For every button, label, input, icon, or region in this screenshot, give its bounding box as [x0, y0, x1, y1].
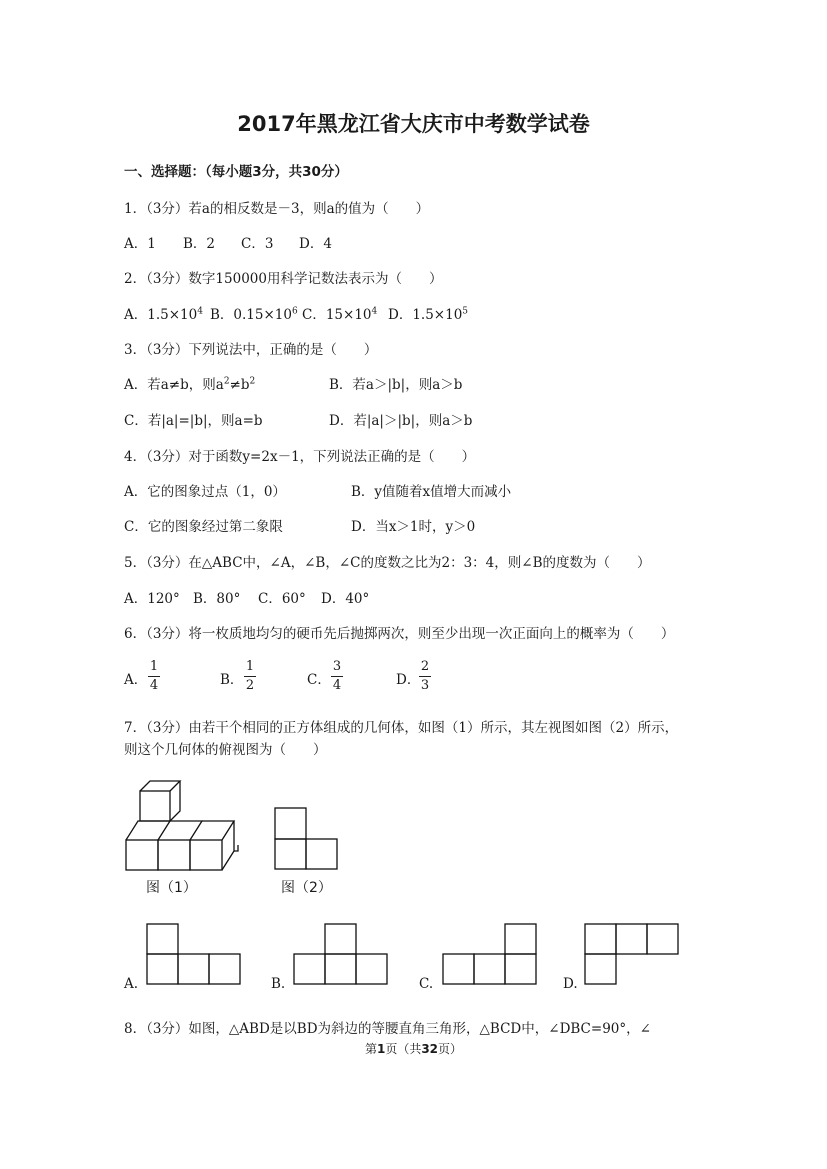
q6-option-b-label: B． — [220, 672, 244, 688]
question-7-stem-line1: 7．（3分）由若干个相同的正方体组成的几何体，如图（1）所示，其左视图如图（2）所示， — [124, 720, 679, 736]
q7-option-b-view — [292, 922, 390, 986]
q7-option-c-view — [441, 922, 539, 986]
q2-option-b: B．$0.15\times 10^6$ — [210, 306, 298, 323]
q1-option-c: C．3 — [241, 236, 274, 252]
q6-option-d-label: D． — [396, 672, 421, 688]
question-7-stem-line2: 则这个几何体的俯视图为（ ） — [124, 742, 327, 758]
q2-option-a: A．$1.5\times 10^4$ — [124, 306, 203, 323]
q4-option-d: D．当x＞1时，y＞0 — [351, 519, 476, 535]
figure-2-left-view — [272, 805, 340, 871]
question-1-stem: 1．（3分）若a的相反数是－3，则a的值为（ ） — [124, 201, 430, 217]
q6-option-b-fraction: 1 2 — [245, 659, 255, 693]
q5-option-a: A．120° — [124, 591, 180, 607]
question-8-stem: 8．（3分）如图，△ABD是以BD为斜边的等腰直角三角形，△BCD中，∠DBC=90°，∠ — [124, 1021, 651, 1037]
figure-1-caption: 图（1） — [146, 880, 197, 896]
q4-option-c: C．它的图象经过第二象限 — [124, 519, 283, 535]
figure-1-cubes — [120, 770, 250, 880]
q5-option-c: C．60° — [258, 591, 306, 607]
q6-option-a-fraction: 1 4 — [149, 659, 159, 693]
q1-option-b: B．2 — [183, 236, 216, 252]
q7-option-d-label: D. — [563, 976, 578, 992]
q7-option-d-view — [583, 922, 681, 986]
question-3-stem: 3．（3分）下列说法中，正确的是（ ） — [124, 342, 378, 358]
q4-option-b: B．y值随着x值增大而减小 — [351, 484, 512, 500]
q4-option-a: A．它的图象过点（1，0） — [124, 484, 286, 500]
section-heading: 一、选择题：（每小题3分，共30分） — [124, 164, 348, 180]
q7-option-b-label: B. — [271, 976, 286, 992]
q1-option-a: A．1 — [124, 236, 156, 252]
q3-option-d: D．若|a|＞|b|，则a＞b — [329, 413, 473, 429]
q6-option-c-label: C． — [307, 672, 331, 688]
q3-option-c: C．若|a|=|b|，则a=b — [124, 413, 263, 429]
q3-option-a: A．若a≠b，则$a^2\ne b^2$ — [124, 376, 256, 393]
question-5-stem: 5．（3分）在△ABC中，∠A，∠B，∠C的度数之比为2：3：4，则∠B的度数为（ ） — [124, 555, 651, 571]
q6-option-a-label: A． — [124, 672, 148, 688]
q6-option-d-fraction: 2 3 — [420, 659, 430, 693]
q5-option-d: D．40° — [321, 591, 370, 607]
question-2-stem: 2．（3分）数字150000用科学记数法表示为（ ） — [124, 271, 443, 287]
q5-option-b: B．80° — [193, 591, 241, 607]
q1-option-d: D．4 — [299, 236, 332, 252]
q2-option-c: C．$15\times 10^4$ — [302, 306, 378, 323]
q3-option-b: B．若a＞|b|，则a＞b — [329, 377, 463, 393]
figure-2-caption: 图（2） — [281, 880, 332, 896]
question-6-stem: 6．（3分）将一枚质地均匀的硬币先后抛掷两次，则至少出现一次正面向上的概率为（ ） — [124, 626, 675, 642]
q7-option-a-label: A. — [124, 976, 139, 992]
q7-option-a-view — [145, 922, 243, 986]
page-title: 2017年黑龙江省大庆市中考数学试卷 — [237, 112, 590, 136]
page-footer: 第1页（共32页） — [364, 1042, 463, 1056]
q6-option-c-fraction: 3 4 — [332, 659, 342, 693]
question-4-stem: 4．（3分）对于函数y=2x－1，下列说法正确的是（ ） — [124, 449, 476, 465]
q7-option-c-label: C. — [419, 976, 434, 992]
q2-option-d: D．$1.5\times 10^5$ — [388, 306, 469, 323]
